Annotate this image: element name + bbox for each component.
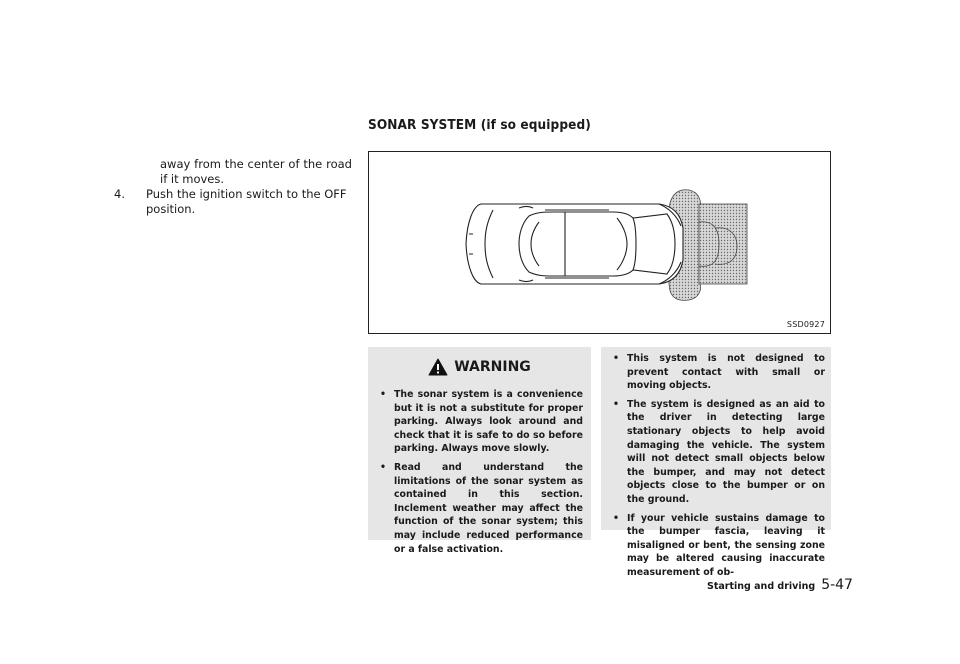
warning-bullets bbox=[376, 388, 583, 556]
warning-bullet: • This system is not designed to prevent contact with small or moving objects. bbox=[613, 353, 825, 392]
warning-bullet: • Read and understand the limitations of the sonar system as contained in this section. Inclement weather may affect the function of the sonar system; this may include reduced performance or a false activation. bbox=[380, 461, 583, 555]
step-text: Push the ignition switch to the OFF position. bbox=[146, 187, 347, 216]
warning-continued bbox=[601, 347, 831, 578]
page-number: 5-47 bbox=[821, 577, 853, 593]
car-sonar-illustration bbox=[369, 152, 832, 335]
figure-code: SSD0927 bbox=[786, 320, 825, 329]
warning-bullet: • If your vehicle sustains damage to the bumper fascia, leaving it misaligned or bent, the sensing zone may be altered causing inaccurate measurement of ob- bbox=[613, 512, 825, 578]
step-4 bbox=[114, 187, 352, 217]
step-number: 4. bbox=[114, 187, 125, 201]
sonar-figure bbox=[368, 151, 831, 334]
warning-triangle-icon bbox=[428, 358, 448, 376]
continuation-text: away from the center of the road if it moves. bbox=[160, 157, 352, 186]
page-footer bbox=[707, 577, 853, 593]
left-column-text bbox=[114, 157, 352, 217]
warning-header bbox=[376, 358, 583, 376]
car-top-view bbox=[466, 204, 683, 284]
warning-bullet: • The system is designed as an aid to the driver in detecting large stationary objects to help avoid damaging the vehicle. The system will not detect small objects below the bumper, and may not detect objects close to the bumper or on the ground. bbox=[613, 398, 825, 505]
footer-section-name: Starting and driving bbox=[707, 581, 816, 592]
warning-continued-bullets bbox=[609, 352, 825, 580]
warning-title: WARNING bbox=[454, 359, 531, 375]
warning-box bbox=[368, 347, 591, 555]
warning-bullet: • The sonar system is a convenience but it is not a substitute for proper parking. Always look around and check that it is safe to do so before parking. Always move slowly. bbox=[380, 389, 583, 455]
section-heading: SONAR SYSTEM (if so equipped) bbox=[368, 117, 591, 133]
